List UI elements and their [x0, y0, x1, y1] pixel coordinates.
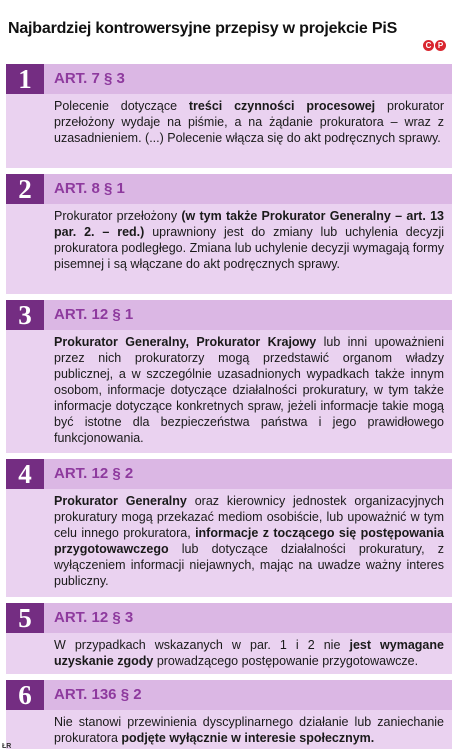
bold-run: podjęte wyłącznie w interesie społecznym.: [121, 731, 375, 745]
section-1: [6, 64, 452, 168]
bold-run: informacje z toczącego się postępowania przygotowawczego: [54, 526, 445, 556]
article-label: ART. 8 § 1: [54, 180, 125, 197]
article-body: [54, 493, 444, 589]
article-label: ART. 12 § 3: [54, 609, 134, 626]
bold-run: Prokurator Generalny: [54, 494, 187, 508]
article-label: ART. 7 § 3: [54, 70, 125, 87]
section-header: [44, 64, 452, 94]
bold-run: (w tym także Prokurator Generalny – art. 13 par. 2. – red.): [54, 209, 444, 239]
bold-run: Prokurator Generalny, Prokurator Krajowy: [54, 335, 317, 349]
section-3: [6, 300, 452, 453]
article-label: ART. 136 § 2: [54, 686, 142, 703]
page-title: Najbardziej kontrowersyjne przepisy w projekcie PiS: [8, 20, 398, 37]
section-4: [6, 459, 452, 597]
text-run: Nie stanowi przewinienia dyscyplinarnego działanie lub zaniechanie prokuratora: [54, 715, 444, 745]
author-credit: ŁR: [2, 743, 12, 750]
section-number: 3: [6, 300, 44, 330]
publisher-logo: [423, 40, 446, 51]
article-body: [54, 334, 444, 446]
text-run: prowadzącego postępowanie przygotowawcze.: [153, 654, 419, 668]
section-number: 6: [6, 680, 44, 710]
section-header: [44, 300, 452, 330]
section-header: [44, 174, 452, 204]
section-2: [6, 174, 452, 294]
section-6: [6, 680, 452, 749]
article-body: [54, 98, 444, 146]
section-header: [44, 459, 452, 489]
text-run: uprawniony jest do zmiany lub uchylenia decyzji prokuratora podległego. Zmiana lub uchylenie decyzji wymagają formy pisemnej i są włączane do akt podręcznych sprawy.: [54, 225, 445, 271]
section-number: 4: [6, 459, 44, 489]
article-body: [54, 637, 444, 669]
logo-letter-1: C: [423, 40, 434, 51]
article-body: [54, 208, 444, 272]
section-number: 5: [6, 603, 44, 633]
article-label: ART. 12 § 1: [54, 306, 134, 323]
bold-run: treści czynności procesowej: [188, 99, 376, 113]
logo-letter-2: P: [435, 40, 446, 51]
text-run: Polecenie dotyczące: [54, 99, 189, 113]
section-header: [44, 603, 452, 633]
text-run: lub inni upoważnieni przez nich prokuratorzy mogą przedstawić organom władzy publicznej, a w szczególnie uzasadnionych wypadkach także innym osobom, informacje dotyczące działalności prokuratury, w tym także informacje dotyczące konkretnych spraw, jeżeli informacje takie mogą być istotne dla bezpieczeństwa państwa i jego prawidłowego funkcjonowania.: [54, 335, 444, 445]
section-5: [6, 603, 452, 674]
bold-run: jest wymagane uzyskanie zgody: [54, 638, 444, 668]
article-body: [54, 714, 444, 746]
text-run: Prokurator przełożony: [54, 209, 182, 223]
text-run: oraz kierownicy jednostek organizacyjnych prokuratury mogą przekazać mediom osobiście, lub upoważnić w tym celu innego prokuratora,: [54, 494, 444, 540]
text-run: W przypadkach wskazanych w par. 1 i 2 nie: [54, 638, 350, 652]
article-label: ART. 12 § 2: [54, 465, 134, 482]
section-number: 1: [6, 64, 44, 94]
section-header: [44, 680, 452, 710]
text-run: prokurator przełożony wydaje na piśmie, a na żądanie prokuratora – wraz z uzasadnieniem. (...) Polecenie włącza się do akt podręcznych sprawy.: [54, 99, 444, 145]
text-run: lub dotyczące działalności prokuratury, z wyłączeniem informacji niejawnych, mając na uwadze ważny interes publiczny.: [54, 542, 444, 588]
section-number: 2: [6, 174, 44, 204]
